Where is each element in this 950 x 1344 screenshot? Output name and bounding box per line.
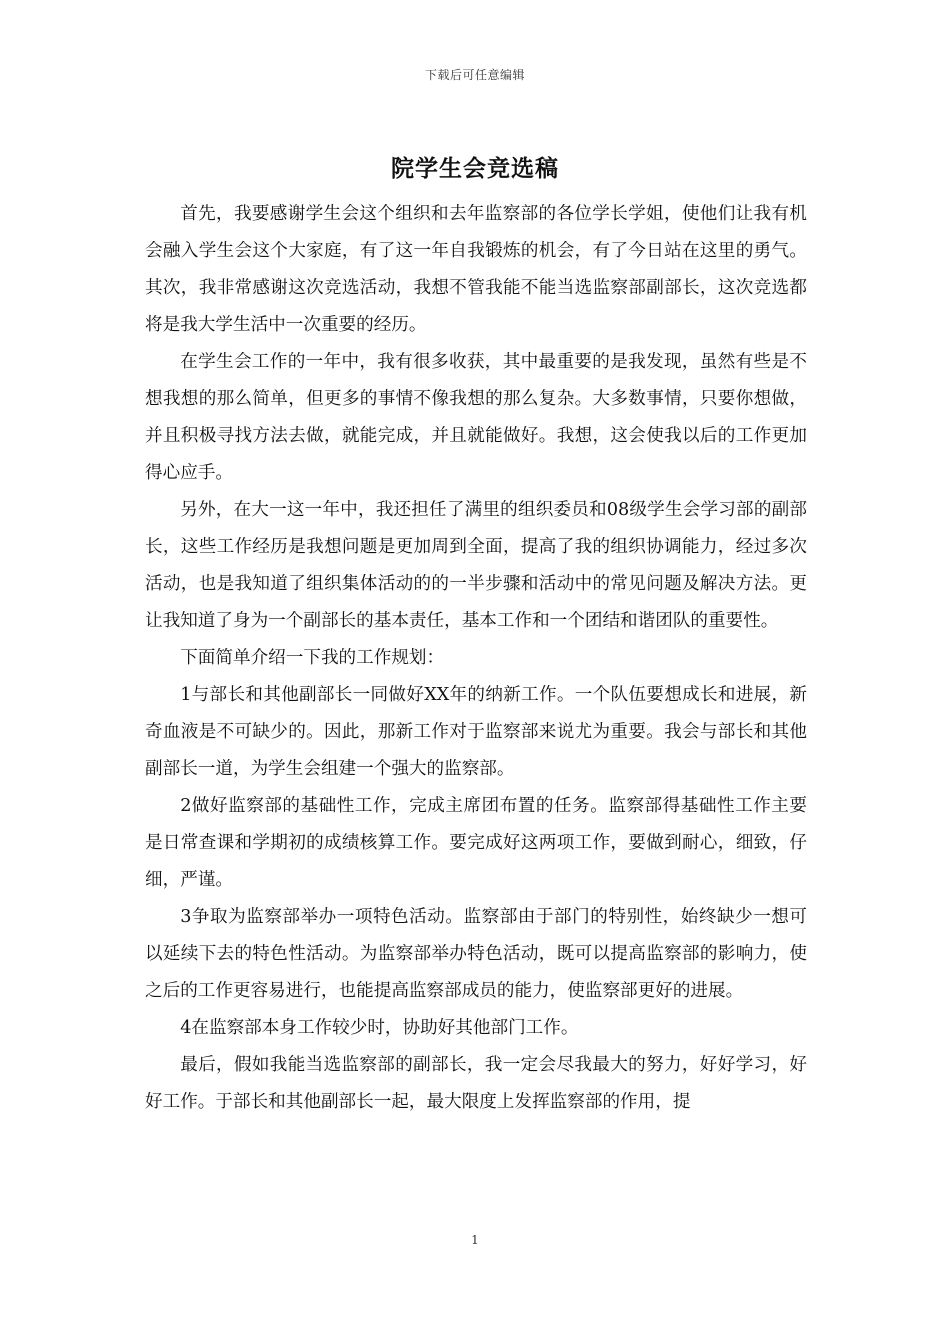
paragraph-closing: 最后，假如我能当选监察部的副部长，我一定会尽我最大的努力，好好学习，好好工作。于部长和其他副部长一起，最大限度上发挥监察部的作用，提 [145,1055,807,1112]
paragraph-plan-3: 3争取为监察部举办一项特色活动。监察部由于部门的特别性，始终缺少一想可以延续下去的特色性活动。为监察部举办特色活动，既可以提高监察部的影响力，使之后的工作更容易进行，也能提高监察部成员的能力，使监察部更好的进展。 [145,907,807,1001]
paragraph-plan-intro: 下面简单介绍一下我的工作规划： [180,648,445,668]
page-number: 1 [471,1233,479,1247]
paragraph-plan-4: 4在监察部本身工作较少时，协助好其他部门工作。 [180,1018,579,1038]
page-header-note: 下载后可任意编辑 [424,68,525,82]
paragraph-experience: 在学生会工作的一年中，我有很多收获，其中最重要的是我发现，虽然有些是不想我想的那么简单，但更多的事情不像我想的那么复杂。大多数事情，只要你想做，并且积极寻找方法去做，就能完成，并且就能做好。我想，这会使我以后的工作更加得心应手。 [145,352,807,483]
paragraph-intro: 首先，我要感谢学生会这个组织和去年监察部的各位学长学姐，使他们让我有机会融入学生会这个大家庭，有了这一年自我锻炼的机会，有了今日站在这里的勇气。其次，我非常感谢这次竞选活动，我想不管我能不能当选监察部副部长，这次竞选都将是我大学生活中一次重要的经历。 [145,204,807,335]
paragraph-plan-2: 2做好监察部的基础性工作，完成主席团布置的任务。监察部得基础性工作主要是日常查课和学期初的成绩核算工作。要完成好这两项工作，要做到耐心，细致，仔细，严谨。 [145,796,807,890]
paragraph-plan-1: 1与部长和其他副部长一同做好XX年的纳新工作。一个队伍要想成长和进展，新奇血液是不可缺少的。因此，那新工作对于监察部来说尤为重要。我会与部长和其他副部长一道，为学生会组建一个强大的监察部。 [145,685,807,779]
paragraph-roles: 另外，在大一这一年中，我还担任了满里的组织委员和08级学生会学习部的副部长，这些工作经历是我想问题是更加周到全面，提高了我的组织协调能力，经过多次活动，也是我知道了组织集体活动的的一半步骤和活动中的常见问题及解决方法。更让我知道了身为一个副部长的基本责任，基本工作和一个团结和谐团队的重要性。 [145,500,807,631]
document-title: 院学生会竞选稿 [391,155,559,182]
document-body [145,196,807,1121]
